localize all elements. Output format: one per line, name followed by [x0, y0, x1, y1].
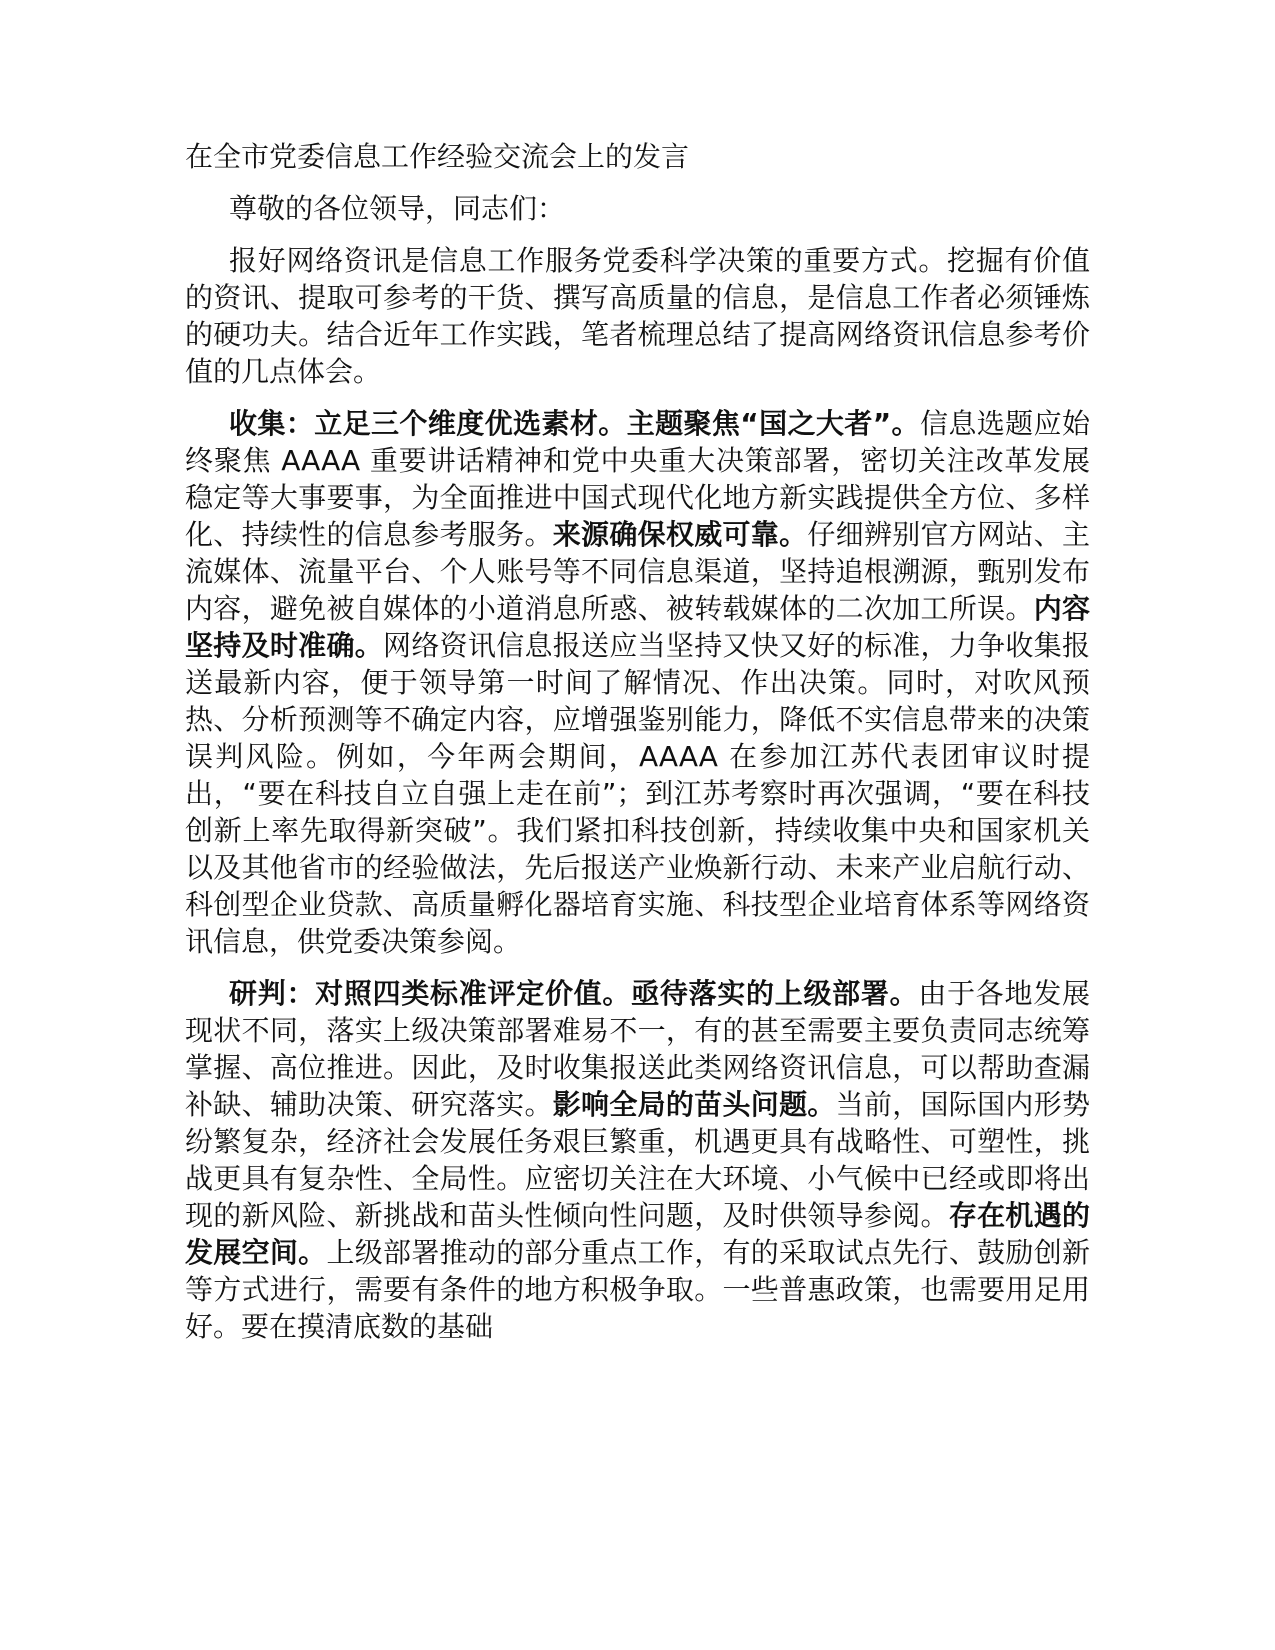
section-collect-sub2-text: 仔细辨别官方网站、主流媒体、流量平台、个人账号等不同信息渠道，坚持追根溯源，甄别发布内容，避免被自媒体的小道消息所惑、被转载媒体的二次加工所误。 — [185, 518, 1090, 625]
section-collect-sub3-text: 网络资讯信息报送应当坚持又快又好的标准，力争收集报送最新内容，便于领导第一时间了解情况、作出决策。同时，对吹风预热、分析预测等不确定内容，应增强鉴别能力，降低不实信息带来的决策误判风险。例如，今年两会期间，AAAA 在参加江苏代表团审议时提出，“要在科技自立自强上走在前”；到江苏考察时再次强调，“要在科技创新上率先取得新突破”。我们紧扣科技创新，持续收集中央和国家机关以及其他省市的经验做法，先后报送产业焕新行动、未来产业启航行动、科创型企业贷款、高质量孵化器培育实施、科技型企业培育体系等网络资讯信息，供党委决策参阅。 — [185, 629, 1090, 958]
section-assess-sub3-title: 存在机遇的发展空间。 — [185, 1199, 1090, 1269]
section-assess-paragraph — [185, 975, 1090, 1345]
section-assess-heading: 研判：对照四类标准评定价值。 — [229, 977, 632, 1010]
section-collect-sub3-title: 内容坚持及时准确。 — [185, 592, 1090, 662]
section-collect-sub1-text: 信息选题应始终聚焦 AAAA 重要讲话精神和党中央重大决策部署，密切关注改革发展稳定等大事要事，为全面推进中国式现代化地方新实践提供全方位、多样化、持续性的信息参考服务。 — [185, 407, 1090, 551]
section-collect-heading: 收集：立足三个维度优选素材。 — [229, 407, 627, 440]
section-collect-sub2-title: 来源确保权威可靠。 — [552, 518, 808, 551]
section-assess-sub2-title: 影响全局的苗头问题。 — [552, 1088, 836, 1121]
section-assess-sub1-title: 亟待落实的上级部署。 — [631, 977, 919, 1010]
section-assess-sub3-text: 上级部署推动的部分重点工作，有的采取试点先行、鼓励创新等方式进行，需要有条件的地方积极争取。一些普惠政策，也需要用足用好。要在摸清底数的基础 — [185, 1236, 1090, 1343]
intro-paragraph: 报好网络资讯是信息工作服务党委科学决策的重要方式。挖掘有价值的资讯、提取可参考的干货、撰写高质量的信息，是信息工作者必须锤炼的硬功夫。结合近年工作实践，笔者梳理总结了提高网络资讯信息参考价值的几点体会。 — [185, 244, 1090, 388]
section-assess-sub1-text: 由于各地发展现状不同，落实上级决策部署难易不一，有的甚至需要主要负责同志统筹掌握、高位推进。因此，及时收集报送此类网络资讯信息，可以帮助查漏补缺、辅助决策、研究落实。 — [185, 977, 1090, 1121]
section-collect-paragraph — [185, 405, 1090, 960]
section-assess-sub2-text: 当前，国际国内形势纷繁复杂，经济社会发展任务艰巨繁重，机遇更具有战略性、可塑性，挑战更具有复杂性、全局性。应密切关注在大环境、小气候中已经或即将出现的新风险、新挑战和苗头性倾向性问题，及时供领导参阅。 — [185, 1088, 1090, 1232]
section-collect-sub1-title: 主题聚焦“国之大者”。 — [626, 407, 920, 440]
salutation: 尊敬的各位领导，同志们： — [229, 192, 566, 225]
document-page — [185, 138, 1090, 1360]
document-title: 在全市党委信息工作经验交流会上的发言 — [185, 140, 690, 173]
